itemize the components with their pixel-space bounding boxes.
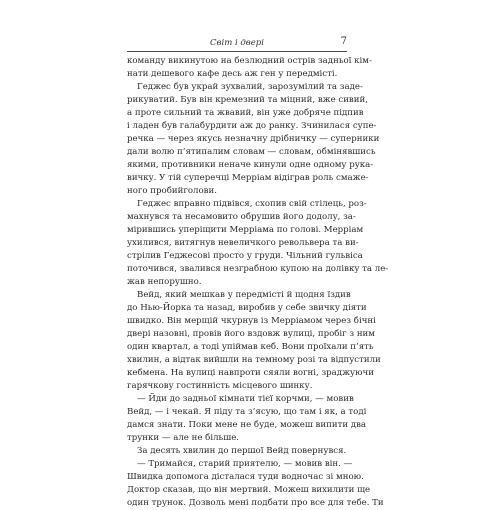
text-line: і ладен був галабурдити аж до ранку. Зчинилася супе- xyxy=(127,121,377,131)
text-line: жав непорушно. xyxy=(127,277,202,287)
text-line: гарячкову гостинність місцевого шинку. xyxy=(127,381,313,391)
text-line: За десять хвилин до першої Вейд повернувся. xyxy=(137,446,347,456)
text-line: а проте сильний та жвавий, він уже добряче підпив xyxy=(127,108,364,118)
body-text xyxy=(127,55,389,510)
text-line: один трунок. Дозволь мені подбати про все для тебе. Ти xyxy=(127,498,384,508)
text-line: Вейд, — і чекай. Я піду та з’ясую, що там і як, а тоді xyxy=(127,407,367,417)
running-head xyxy=(127,37,347,51)
running-title: Світ і двері xyxy=(210,38,264,48)
text-line: двері назовні, провів його вздовж вулиці, пробіг з ним xyxy=(127,329,375,339)
text-line: команду викинутою на безлюдний острів задньої кім- xyxy=(127,56,372,66)
page-number: 7 xyxy=(340,36,347,47)
text-line: — Йди до задньої кімнати тієї корчми, — мовив xyxy=(137,394,354,404)
text-line: поточився, звалився незграбною купою на долівку та ле- xyxy=(127,264,389,274)
text-line: стрілив Геджесові просто у груди. Чільний гульвіса xyxy=(127,251,363,261)
text-line: нати дешевого кафе десь аж ген у передмісті. xyxy=(127,69,338,79)
text-line: Геджес був украй зухвалий, зарозумілий та заде- xyxy=(137,82,363,92)
text-line: ухилився, витягнув невеличкого револьвера та ви- xyxy=(127,238,359,248)
header-rule xyxy=(127,51,347,52)
text-line: якими, противники неначе кинули одне одному рука- xyxy=(127,160,374,170)
text-line: кебмена. На вулиці навпроти сяяли вогні, зраджуючи xyxy=(127,368,374,378)
text-line: хвилин, а відтак вийшли на темному розі та відпустили xyxy=(127,355,381,365)
text-line: Геджес вправно підвівся, схопив свій стілець, роз- xyxy=(137,199,367,209)
text-line: рикуватий. Був він кремезний та міцний, вже сивий, xyxy=(127,95,368,105)
text-line: махнувся та несамовито обрушив його додолу, за- xyxy=(127,212,356,222)
text-line: трунки — але не більше. xyxy=(127,433,240,443)
text-line: Швидка допомога дісталася туди водночас зі мною. xyxy=(127,472,364,482)
text-line: швидко. Він мерщій чкурнув із Мерріамом через бічні xyxy=(127,316,376,326)
text-line: дамся знати. Поки мене не буде, можеш випити два xyxy=(127,420,367,430)
text-line: Вейд, який мешкав у передмісті й щодня їздив xyxy=(137,290,351,300)
text-line: до Нью-Йорка та назад, виробив у себе звичку діяти xyxy=(127,303,367,313)
text-line: речка — через якусь незначну дрібничку — суперники xyxy=(127,134,380,144)
text-line: Доктор сказав, що він мертвий. Можеш вихилити ще xyxy=(127,485,371,495)
text-line: один квартал, а тоді упіймав кеб. Вони проїхали п’ять xyxy=(127,342,374,352)
text-line: — Тримайся, старий приятелю, — мовив він. — xyxy=(137,459,353,469)
text-line: ного пробийголови. xyxy=(127,186,217,196)
text-line: вичку. У тій суперечці Мерріам відіграв роль смаже- xyxy=(127,173,369,183)
text-line: дали волю п’ятипалим словам — словам, обмінявшись xyxy=(127,147,376,157)
text-line: мірившись уперіщити Мерріама по голові. Мерріам xyxy=(127,225,364,235)
